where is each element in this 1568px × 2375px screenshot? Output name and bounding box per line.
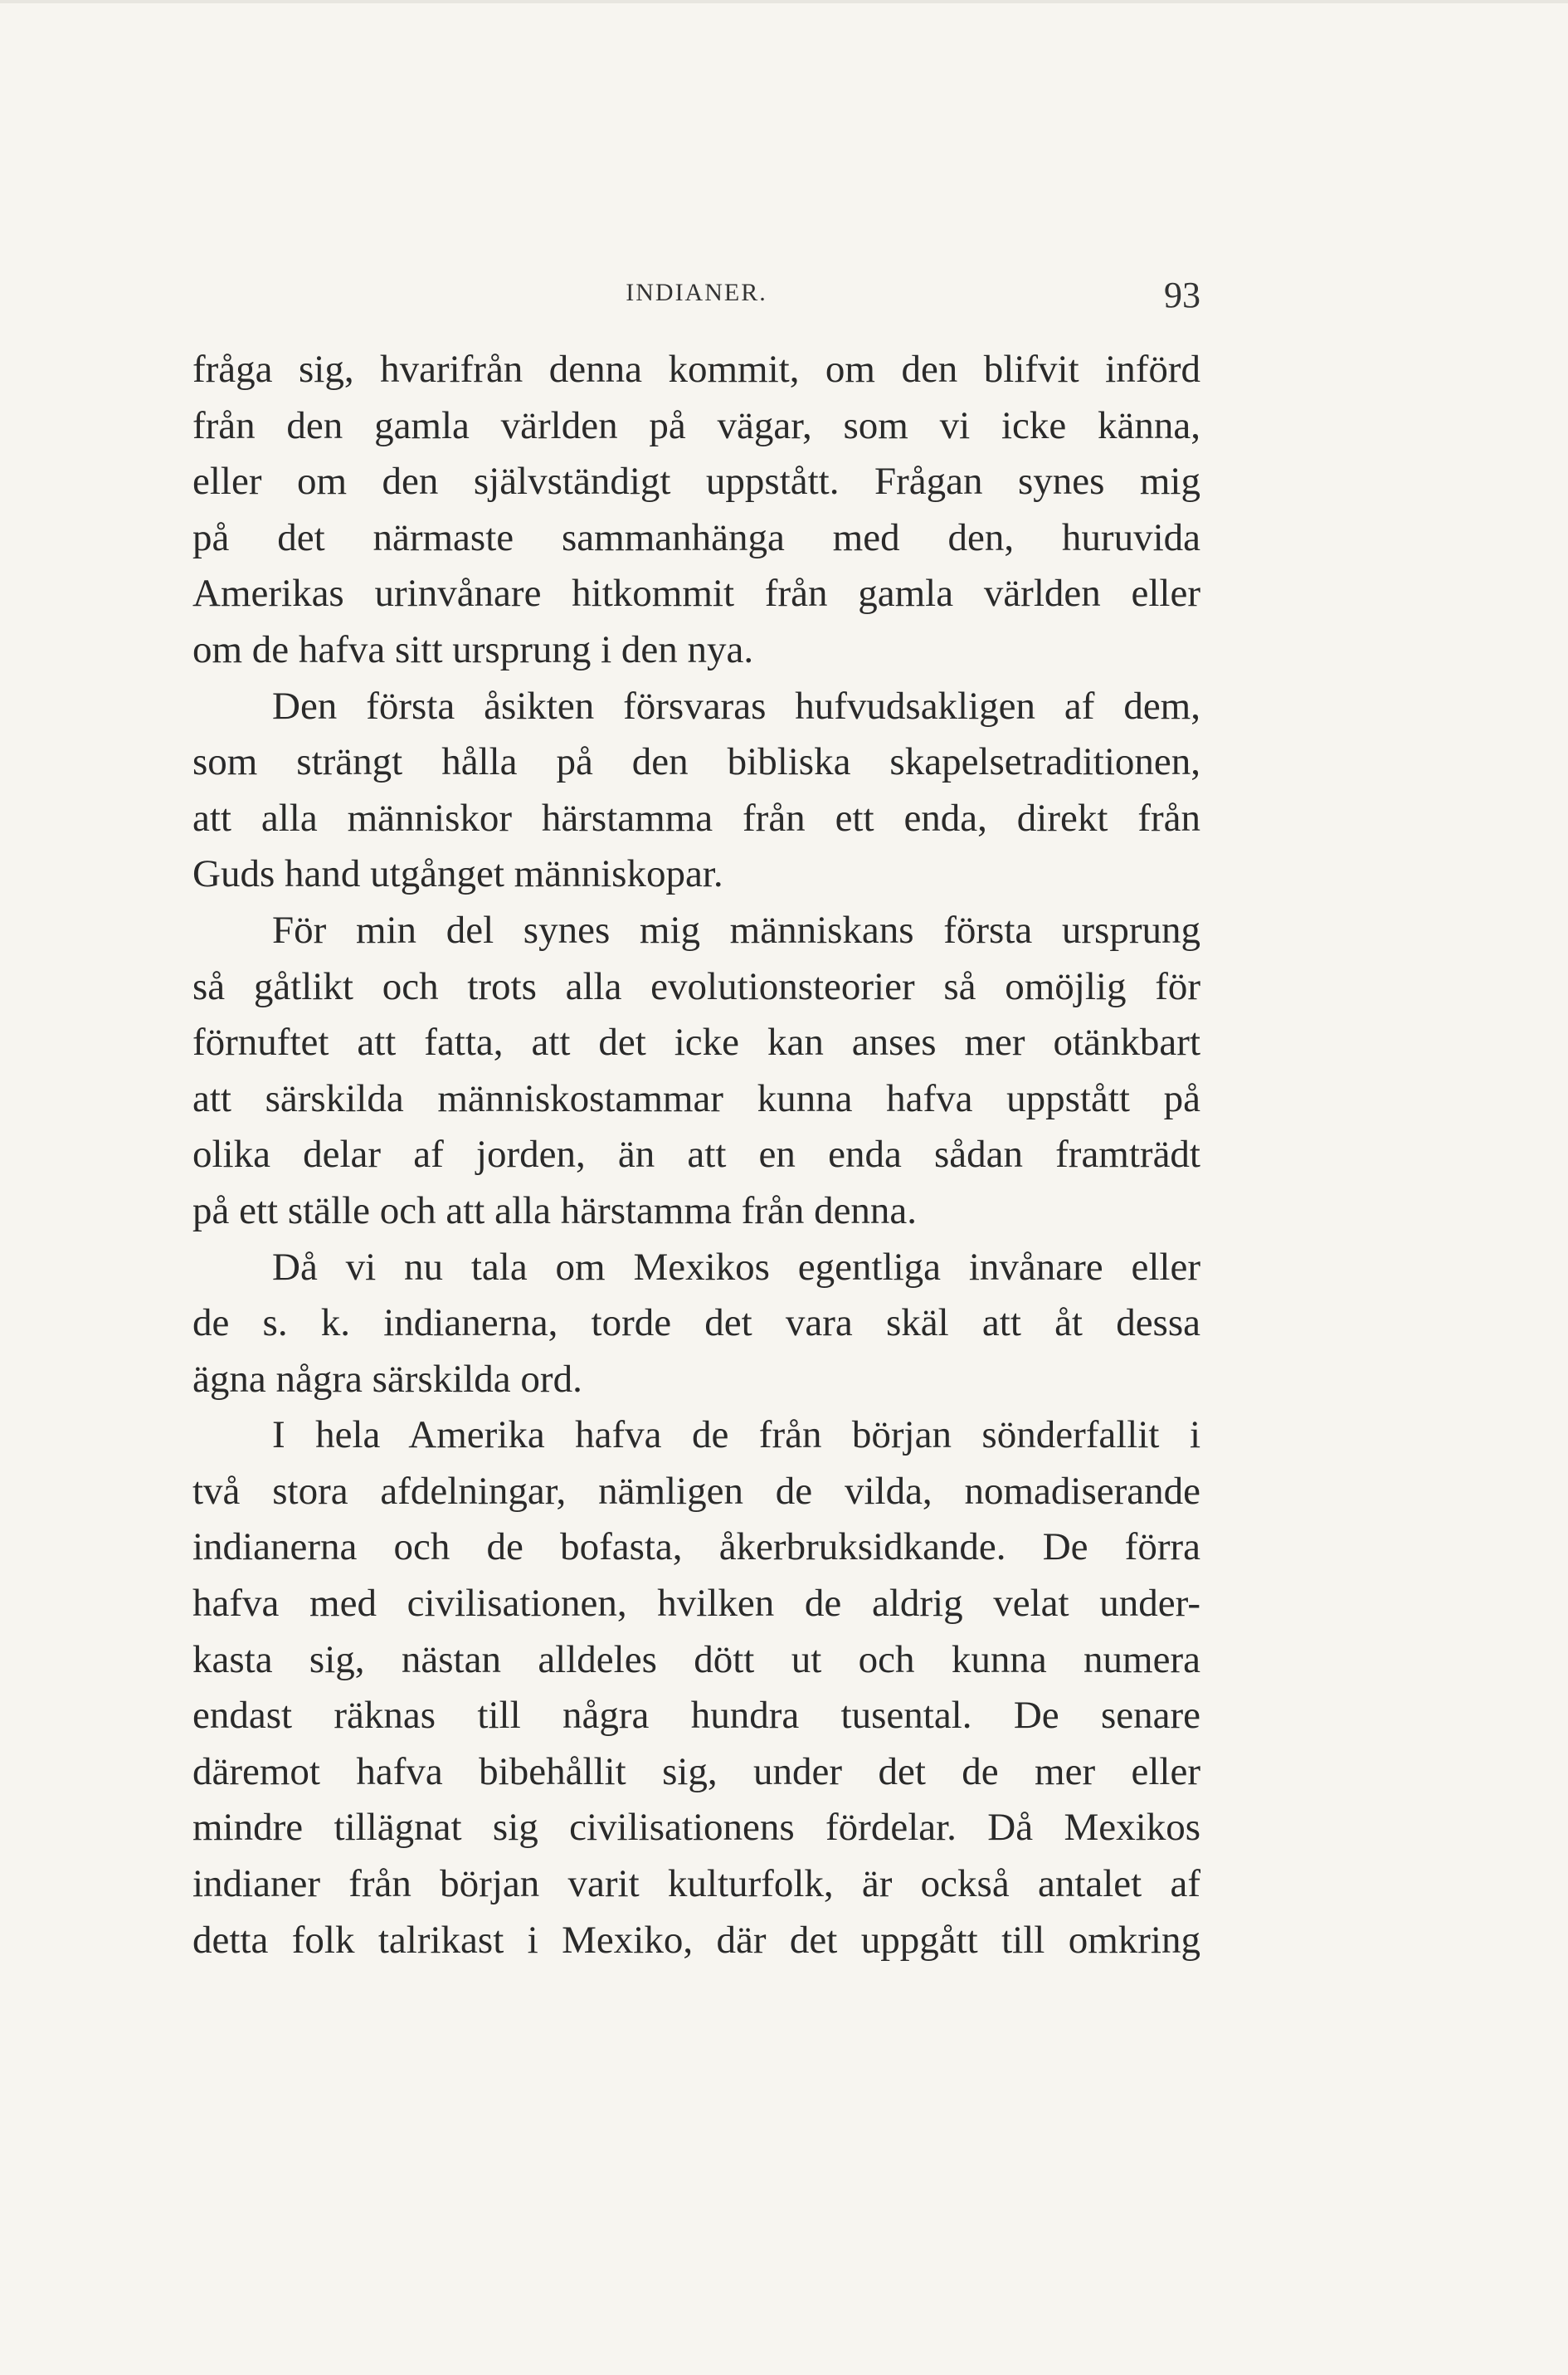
text-line: eller om den självständigt uppstått. Frågan synes mig [192,460,1200,504]
text-line: För min del synes mig människans första ursprung [272,908,1200,952]
text-line: Guds hand utgånget människopar. [192,852,723,896]
text-line: ägna några särskilda ord. [192,1357,582,1401]
text-line: I hela Amerika hafva de från början sönderfallit i [272,1413,1200,1457]
text-line: indianer från början varit kulturfolk, är också antalet af [192,1862,1200,1906]
text-line: hafva med civilisationen, hvilken de aldrig velat under- [192,1582,1200,1626]
text-line: förnuftet att fatta, att det icke kan anses mer otänkbart [192,1021,1200,1065]
text-line: så gåtlikt och trots alla evolutionsteorier så omöjlig för [192,964,1200,1008]
text-line: från den gamla världen på vägar, som vi icke känna, [192,403,1200,447]
text-line: som strängt hålla på den bibliska skapelsetraditionen, [192,740,1200,784]
text-line: fråga sig, hvarifrån denna kommit, om den blifvit införd [192,348,1200,391]
text-line: Då vi nu tala om Mexikos egentliga invånare eller [272,1245,1200,1289]
text-line: att särskilda människostammar kunna hafva uppstått på [192,1076,1200,1120]
text-line: endast räknas till några hundra tusental. De senare [192,1694,1200,1738]
text-line: Amerikas urinvånare hitkommit från gamla världen eller [192,572,1200,616]
text-line: på ett ställe och att alla härstamma från denna. [192,1188,918,1232]
text-line: att alla människor härstamma från ett enda, direkt från [192,796,1200,840]
text-line: olika delar af jorden, än att en enda sådan framträdt [192,1133,1200,1177]
body-text [192,342,1200,1968]
text-line: däremot hafva bibehållit sig, under det de mer eller [192,1749,1200,1793]
text-line: om de hafva sitt ursprung i den nya. [192,627,754,671]
page-number: 93 [1164,275,1200,315]
running-title: INDIANER. [626,279,767,306]
text-line: två stora afdelningar, nämligen de vilda, nomadiserande [192,1469,1200,1513]
text-line: kasta sig, nästan alldeles dött ut och kunna numera [192,1637,1200,1681]
text-line: indianerna och de bofasta, åkerbruksidkande. De förra [192,1525,1200,1569]
page-header [192,274,1200,324]
text-line: mindre tillägnat sig civilisationens fördelar. Då Mexikos [192,1806,1200,1850]
text-line: Den första åsikten försvaras hufvudsakligen af dem, [272,684,1200,728]
text-line: detta folk talrikast i Mexiko, där det uppgått till omkring [192,1918,1200,1962]
text-line: de s. k. indianerna, torde det vara skäl att åt dessa [192,1301,1200,1345]
text-line: på det närmaste sammanhänga med den, huruvida [192,515,1200,559]
